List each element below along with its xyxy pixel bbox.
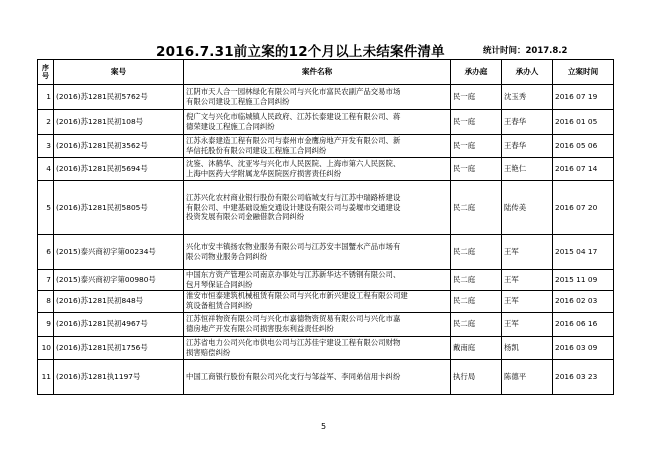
table-row [38, 336, 614, 359]
row-seq: 5 [38, 181, 54, 235]
row-case-no: (2016)苏1281民初5694号 [54, 158, 184, 181]
table-row [38, 158, 614, 181]
row-case-name [184, 235, 451, 270]
row-filing-date: 2015 11 09 [553, 270, 614, 291]
row-handler: 王军 [502, 235, 553, 270]
row-case-no: (2015)泰兴商初字第00980号 [54, 270, 184, 291]
case-name-line: 德荣建设工程施工合同纠纷 [186, 122, 275, 131]
row-seq: 11 [38, 359, 54, 394]
case-name-line: 有限公司建设工程施工合同纠纷 [186, 97, 290, 106]
row-case-name [184, 110, 451, 135]
case-rows [38, 85, 614, 395]
table-row [38, 135, 614, 158]
row-case-no: (2015)泰兴商初字第00234号 [54, 235, 184, 270]
case-name-line: 江阴市天人合一园林绿化有限公司与兴化市富民农副产品交易市场 [186, 87, 401, 97]
header-handler: 承办人 [502, 60, 553, 85]
header-seq: 序号 [38, 60, 54, 85]
row-handler: 杨凯 [502, 336, 553, 359]
row-court: 民二庭 [451, 290, 502, 312]
row-case-no: (2016)苏1281民初5762号 [54, 85, 184, 110]
row-case-name [184, 336, 451, 359]
row-case-name [184, 290, 451, 312]
row-handler: 陈德平 [502, 359, 553, 394]
row-filing-date: 2016 06 16 [553, 312, 614, 336]
page-number: 5 [321, 422, 327, 431]
case-name-line: 包月琴保证合同纠纷 [186, 279, 253, 289]
row-filing-date: 2016 02 03 [553, 290, 614, 312]
row-filing-date: 2016 03 09 [553, 336, 614, 359]
row-case-name [184, 359, 451, 394]
row-court: 民一庭 [451, 110, 502, 135]
table-header-row [38, 60, 614, 85]
table-row [38, 110, 614, 135]
case-name-line: 淮安市恒泰建筑机械租赁有限公司与兴化市新兴建设工程有限公司建 [186, 291, 408, 301]
row-court: 民二庭 [451, 312, 502, 336]
case-name-line: 江苏兴化农村商业银行股份有限公司临城支行与江苏中瑞路桥建设 [186, 192, 401, 202]
row-case-name [184, 135, 451, 158]
row-court: 民二庭 [451, 181, 502, 235]
case-name-line: 投资发展有限公司金融借款合同纠纷 [186, 212, 305, 222]
row-seq: 2 [38, 110, 54, 135]
row-case-no: (2016)苏1281民初1756号 [54, 336, 184, 359]
row-seq: 7 [38, 270, 54, 291]
table-row [38, 290, 614, 312]
table-row [38, 270, 614, 291]
case-name-line: 兴化市安丰镇扬农物业服务有限公司与江苏安丰国蟹水产品市场有 [186, 242, 401, 252]
row-court: 民一庭 [451, 158, 502, 181]
row-handler: 王艳仁 [502, 158, 553, 181]
row-filing-date: 2016 07 19 [553, 85, 614, 110]
row-case-name [184, 181, 451, 235]
row-handler: 王春华 [502, 135, 553, 158]
row-seq: 10 [38, 336, 54, 359]
case-name-line: 德房地产开发有限公司损害股东利益责任纠纷 [186, 324, 334, 334]
table-row [38, 85, 614, 110]
row-handler: 陆传美 [502, 181, 553, 235]
row-court: 戴南庭 [451, 336, 502, 359]
header-filing-date: 立案时间 [553, 60, 614, 85]
row-case-no: (2016)苏1281民初3562号 [54, 135, 184, 158]
row-seq: 9 [38, 312, 54, 336]
row-seq: 4 [38, 158, 54, 181]
row-handler: 王军 [502, 312, 553, 336]
row-handler: 沈玉秀 [502, 85, 553, 110]
statistics-time: 统计时间：2017.8.2 [483, 46, 568, 56]
case-name-line: 倪广文与兴化市临城镇人民政府、江苏长泰建设工程有限公司、蒋 [186, 112, 401, 122]
row-court: 民一庭 [451, 85, 502, 110]
case-name-line: 上海中医药大学附属龙华医院医疗损害责任纠纷 [186, 169, 342, 178]
row-handler: 王春华 [502, 110, 553, 135]
row-court: 民二庭 [451, 270, 502, 291]
table-row [38, 235, 614, 270]
row-case-no: (2016)苏1281民初848号 [54, 290, 184, 312]
case-name-line: 筑设备租赁合同纠纷 [186, 301, 253, 311]
row-case-name [184, 270, 451, 291]
row-filing-date: 2016 07 20 [553, 181, 614, 235]
row-filing-date: 2016 05 06 [553, 135, 614, 158]
row-handler: 王军 [502, 290, 553, 312]
row-case-name [184, 158, 451, 181]
row-court: 民二庭 [451, 235, 502, 270]
row-filing-date: 2015 04 17 [553, 235, 614, 270]
row-case-no: (2016)苏1281民初5805号 [54, 181, 184, 235]
row-seq: 1 [38, 85, 54, 110]
table-row [38, 181, 614, 235]
table-row [38, 312, 614, 336]
header-case-no: 案号 [54, 60, 184, 85]
case-name-line: 限公司物业服务合同纠纷 [186, 252, 268, 261]
row-case-no: (2016)苏1281执1197号 [54, 359, 184, 394]
header-case-name: 案件名称 [184, 60, 451, 85]
row-handler: 王军 [502, 270, 553, 291]
case-name-line: 江苏恒祥物资有限公司与兴化市嘉德物资贸易有限公司与兴化市嘉 [186, 314, 401, 324]
document-title: 2016.7.31前立案的12个月以上未结案件清单 [156, 44, 445, 60]
row-filing-date: 2016 07 14 [553, 158, 614, 181]
row-court: 民一庭 [451, 135, 502, 158]
row-court: 执行局 [451, 359, 502, 394]
case-name-line: 损害赔偿纠纷 [186, 347, 231, 357]
row-seq: 3 [38, 135, 54, 158]
row-filing-date: 2016 01 05 [553, 110, 614, 135]
row-filing-date: 2016 03 23 [553, 359, 614, 394]
case-name-line: 中国东方资产管理公司南京办事处与江苏新华达不锈钢有限公司、 [186, 270, 401, 279]
row-seq: 6 [38, 235, 54, 270]
case-name-line: 沈鉴、沐鹤华、沈亚岑与兴化市人民医院、上海市第六人民医院、 [186, 159, 401, 169]
table-row [38, 359, 614, 394]
case-name-line: 中国工商银行股份有限公司兴化支行与邹益军、李同弟信用卡纠纷 [186, 371, 401, 381]
case-name-line: 江苏永泰建造工程有限公司与泰州市金鹰房地产开发有限公司、新 [186, 136, 401, 146]
case-name-line: 有限公司、中建基础设施交通设计建设有限公司与姜堰市交通建设 [186, 202, 401, 212]
row-case-name [184, 312, 451, 336]
case-list-table [37, 59, 614, 395]
case-name-line: 江苏省电力公司兴化市供电公司与江苏佳宇建设工程有限公司财物 [186, 337, 401, 347]
title-row [0, 40, 650, 60]
row-case-name [184, 85, 451, 110]
header-court: 承办庭 [451, 60, 502, 85]
row-seq: 8 [38, 290, 54, 312]
row-case-no: (2016)苏1281民初108号 [54, 110, 184, 135]
case-name-line: 华信托股份有限公司建设工程施工合同纠纷 [186, 146, 327, 155]
row-case-no: (2016)苏1281民初4967号 [54, 312, 184, 336]
